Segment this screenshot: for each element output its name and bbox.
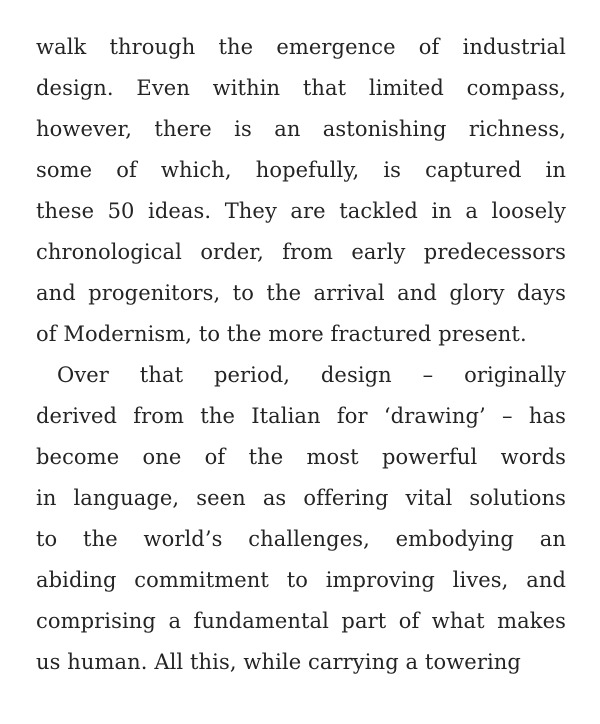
text-line: however, there is an astonishing richness, — [36, 117, 566, 141]
text-line: derived from the Italian for ‘drawing’ – has — [36, 404, 566, 428]
text-line: some of which, hopefully, is captured in — [36, 158, 566, 182]
text-line: to the world’s challenges, embodying an — [36, 527, 566, 551]
text-line: Over that period, design – originally — [57, 363, 566, 387]
text-line: chronological order, from early predecessors — [36, 240, 566, 264]
text-line: comprising a fundamental part of what makes — [36, 609, 566, 633]
text-line: design. Even within that limited compass, — [36, 76, 566, 100]
text-line: us human. All this, while carrying a towering — [36, 650, 521, 674]
paragraph — [36, 27, 566, 355]
text-line: in language, seen as offering vital solutions — [36, 486, 566, 510]
text-line: of Modernism, to the more fractured present. — [36, 322, 527, 346]
text-line: walk through the emergence of industrial — [36, 35, 566, 59]
text-line: become one of the most powerful words — [36, 445, 566, 469]
text-block — [36, 27, 566, 683]
paragraph — [36, 355, 566, 683]
text-line: these 50 ideas. They are tackled in a loosely — [36, 199, 566, 223]
text-line: abiding commitment to improving lives, and — [36, 568, 566, 592]
text-line: and progenitors, to the arrival and glory days — [36, 281, 566, 305]
